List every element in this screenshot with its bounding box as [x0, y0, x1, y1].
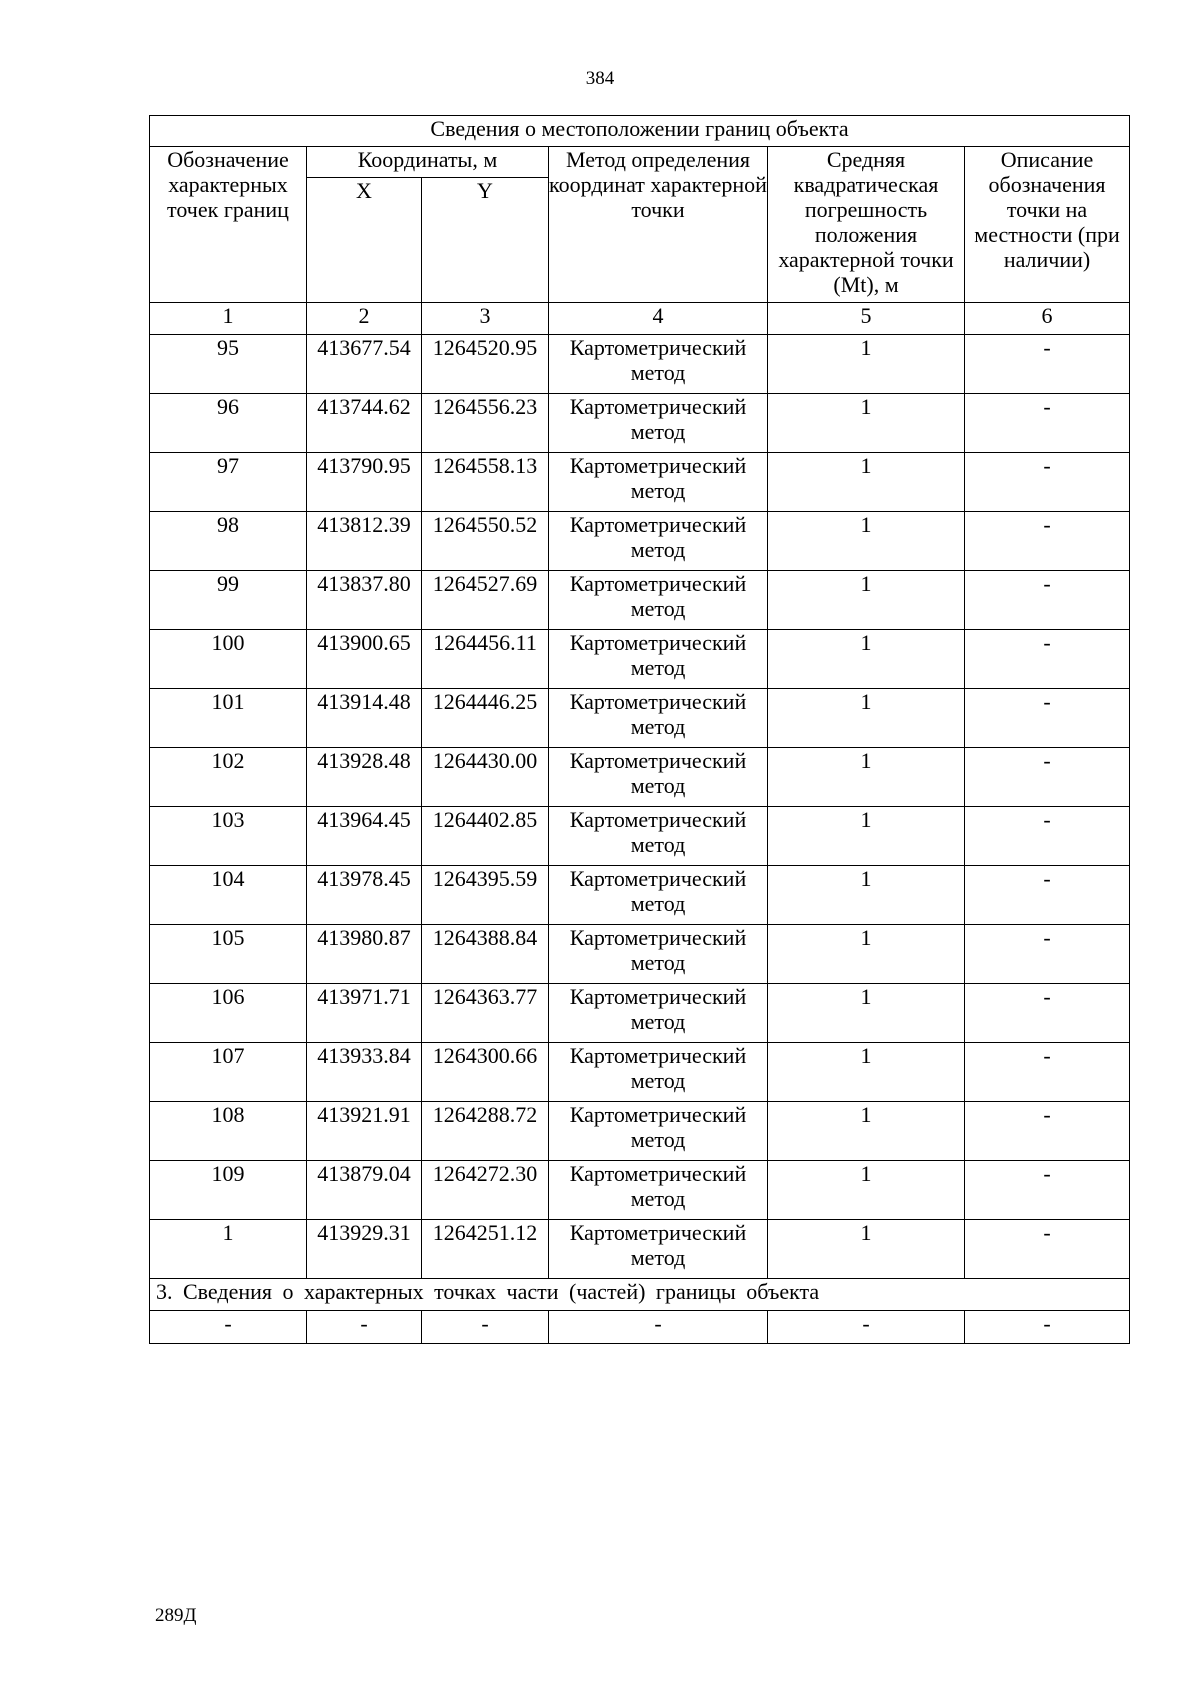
- cell-point-id: 104: [150, 866, 307, 925]
- table-row: [150, 984, 1130, 1043]
- cell-error: 1: [768, 689, 965, 748]
- cell-method: Картометрический метод: [549, 335, 768, 394]
- cell-y: 1264388.84: [422, 925, 549, 984]
- empty-cell: -: [549, 1311, 768, 1344]
- column-number: 5: [768, 303, 965, 335]
- cell-method: Картометрический метод: [549, 512, 768, 571]
- cell-error: 1: [768, 807, 965, 866]
- cell-y: 1264272.30: [422, 1161, 549, 1220]
- header-coordinates: Координаты, м: [307, 147, 549, 178]
- table-row: [150, 925, 1130, 984]
- cell-x: 413900.65: [307, 630, 422, 689]
- cell-method: Картометрический метод: [549, 689, 768, 748]
- cell-x: 413879.04: [307, 1161, 422, 1220]
- column-number: 3: [422, 303, 549, 335]
- header-description: Описание обозначения точки на местности (при наличии): [965, 147, 1130, 303]
- cell-description: -: [965, 689, 1130, 748]
- cell-error: 1: [768, 1220, 965, 1279]
- cell-method: Картометрический метод: [549, 1220, 768, 1279]
- cell-description: -: [965, 984, 1130, 1043]
- cell-description: -: [965, 1161, 1130, 1220]
- header-x: X: [307, 178, 422, 303]
- column-number: 2: [307, 303, 422, 335]
- cell-x: 413677.54: [307, 335, 422, 394]
- cell-point-id: 98: [150, 512, 307, 571]
- cell-method: Картометрический метод: [549, 571, 768, 630]
- cell-error: 1: [768, 394, 965, 453]
- empty-cell: -: [422, 1311, 549, 1344]
- table-row: [150, 453, 1130, 512]
- cell-description: -: [965, 512, 1130, 571]
- cell-y: 1264520.95: [422, 335, 549, 394]
- page-number: 384: [585, 68, 615, 89]
- cell-error: 1: [768, 1043, 965, 1102]
- cell-description: -: [965, 453, 1130, 512]
- cell-y: 1264558.13: [422, 453, 549, 512]
- cell-point-id: 105: [150, 925, 307, 984]
- empty-cell: -: [307, 1311, 422, 1344]
- cell-description: -: [965, 1043, 1130, 1102]
- cell-method: Картометрический метод: [549, 984, 768, 1043]
- cell-error: 1: [768, 453, 965, 512]
- cell-description: -: [965, 1102, 1130, 1161]
- empty-cell: -: [150, 1311, 307, 1344]
- cell-point-id: 103: [150, 807, 307, 866]
- cell-x: 413744.62: [307, 394, 422, 453]
- cell-y: 1264527.69: [422, 571, 549, 630]
- cell-y: 1264550.52: [422, 512, 549, 571]
- column-number: 6: [965, 303, 1130, 335]
- empty-cell: -: [768, 1311, 965, 1344]
- cell-error: 1: [768, 571, 965, 630]
- cell-point-id: 1: [150, 1220, 307, 1279]
- cell-x: 413914.48: [307, 689, 422, 748]
- cell-method: Картометрический метод: [549, 1043, 768, 1102]
- cell-description: -: [965, 925, 1130, 984]
- cell-y: 1264251.12: [422, 1220, 549, 1279]
- cell-point-id: 96: [150, 394, 307, 453]
- cell-point-id: 107: [150, 1043, 307, 1102]
- table-row: [150, 1220, 1130, 1279]
- cell-error: 1: [768, 630, 965, 689]
- cell-point-id: 100: [150, 630, 307, 689]
- cell-point-id: 108: [150, 1102, 307, 1161]
- cell-y: 1264395.59: [422, 866, 549, 925]
- cell-method: Картометрический метод: [549, 748, 768, 807]
- cell-y: 1264556.23: [422, 394, 549, 453]
- cell-point-id: 95: [150, 335, 307, 394]
- cell-y: 1264288.72: [422, 1102, 549, 1161]
- empty-cell: -: [965, 1311, 1130, 1344]
- cell-x: 413978.45: [307, 866, 422, 925]
- table-row: [150, 866, 1130, 925]
- header-y: Y: [422, 178, 549, 303]
- cell-method: Картометрический метод: [549, 453, 768, 512]
- cell-error: 1: [768, 1161, 965, 1220]
- cell-x: 413971.71: [307, 984, 422, 1043]
- column-number: 4: [549, 303, 768, 335]
- cell-description: -: [965, 866, 1130, 925]
- cell-description: -: [965, 1220, 1130, 1279]
- cell-y: 1264446.25: [422, 689, 549, 748]
- header-point: Обозначение характерных точек границ: [150, 147, 307, 303]
- cell-x: 413921.91: [307, 1102, 422, 1161]
- cell-x: 413837.80: [307, 571, 422, 630]
- table-row: [150, 571, 1130, 630]
- cell-x: 413980.87: [307, 925, 422, 984]
- cell-x: 413933.84: [307, 1043, 422, 1102]
- header-error: Средняя квадратическая погрешность положения характерной точки (Mt), м: [768, 147, 965, 303]
- section-3-title: 3. Сведения о характерных точках части (частей) границы объекта: [150, 1279, 1130, 1311]
- table-row: [150, 748, 1130, 807]
- column-number: 1: [150, 303, 307, 335]
- table-row: [150, 1043, 1130, 1102]
- cell-y: 1264430.00: [422, 748, 549, 807]
- cell-method: Картометрический метод: [549, 1161, 768, 1220]
- boundary-table: [149, 115, 1130, 1344]
- cell-error: 1: [768, 512, 965, 571]
- cell-error: 1: [768, 748, 965, 807]
- cell-method: Картометрический метод: [549, 925, 768, 984]
- cell-method: Картометрический метод: [549, 807, 768, 866]
- cell-point-id: 99: [150, 571, 307, 630]
- table-title: Сведения о местоположении границ объекта: [150, 116, 1130, 147]
- cell-error: 1: [768, 335, 965, 394]
- cell-y: 1264456.11: [422, 630, 549, 689]
- cell-error: 1: [768, 866, 965, 925]
- cell-error: 1: [768, 984, 965, 1043]
- table-row: [150, 335, 1130, 394]
- cell-point-id: 106: [150, 984, 307, 1043]
- header-method: Метод определения координат характерной точки: [549, 147, 768, 303]
- cell-y: 1264363.77: [422, 984, 549, 1043]
- table-row: [150, 807, 1130, 866]
- cell-y: 1264402.85: [422, 807, 549, 866]
- cell-method: Картометрический метод: [549, 866, 768, 925]
- table-row: [150, 630, 1130, 689]
- cell-error: 1: [768, 1102, 965, 1161]
- cell-x: 413928.48: [307, 748, 422, 807]
- cell-point-id: 109: [150, 1161, 307, 1220]
- table-row: [150, 394, 1130, 453]
- table-row: [150, 1102, 1130, 1161]
- table-row: [150, 512, 1130, 571]
- cell-method: Картометрический метод: [549, 1102, 768, 1161]
- cell-error: 1: [768, 925, 965, 984]
- table-row: [150, 1161, 1130, 1220]
- document-code: 289Д: [155, 1605, 197, 1626]
- table-row: [150, 689, 1130, 748]
- cell-description: -: [965, 571, 1130, 630]
- cell-description: -: [965, 630, 1130, 689]
- cell-point-id: 97: [150, 453, 307, 512]
- cell-description: -: [965, 394, 1130, 453]
- cell-point-id: 101: [150, 689, 307, 748]
- cell-description: -: [965, 807, 1130, 866]
- cell-method: Картометрический метод: [549, 394, 768, 453]
- cell-method: Картометрический метод: [549, 630, 768, 689]
- cell-x: 413812.39: [307, 512, 422, 571]
- cell-y: 1264300.66: [422, 1043, 549, 1102]
- cell-point-id: 102: [150, 748, 307, 807]
- cell-x: 413790.95: [307, 453, 422, 512]
- cell-description: -: [965, 335, 1130, 394]
- cell-x: 413964.45: [307, 807, 422, 866]
- cell-x: 413929.31: [307, 1220, 422, 1279]
- cell-description: -: [965, 748, 1130, 807]
